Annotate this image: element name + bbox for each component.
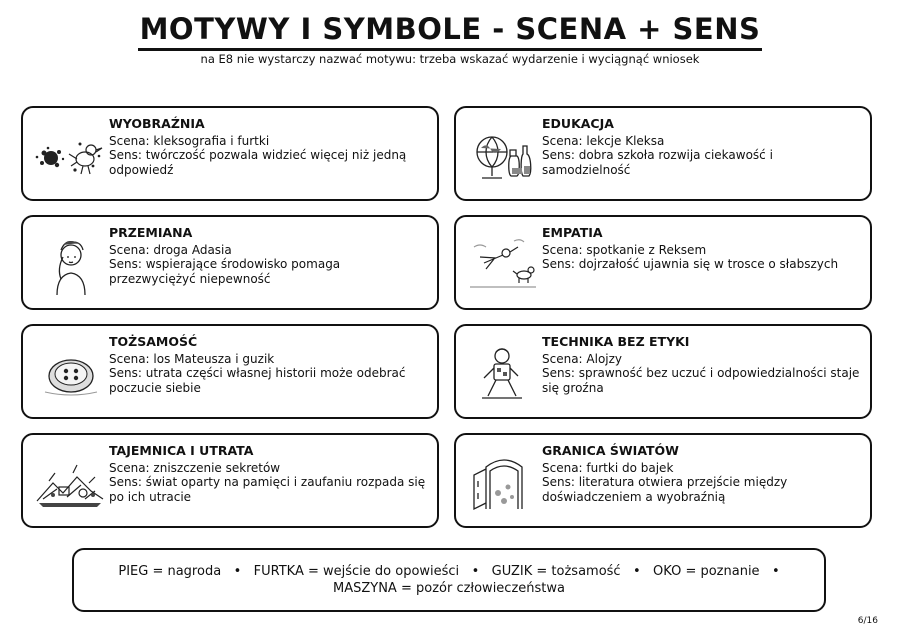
- card-sense: Sens: literatura otwiera przejście między doświadczeniem a wyobraźnią: [542, 475, 788, 504]
- page-title: MOTYWY I SYMBOLE - SCENA + SENS: [0, 12, 900, 51]
- card-scene: Scena: spotkanie z Reksem: [542, 242, 707, 257]
- card-sense: Sens: dojrzałość ujawnia się w trosce o słabszych: [542, 257, 839, 271]
- symbol-legend-text: PIEG = nagroda • FURTKA = wejście do opowieści • GUZIK = tożsamość • OKO = poznanie • MASZYNA = pozór człowieczeństwa: [118, 564, 793, 596]
- motif-card-empatia: [454, 215, 872, 310]
- card-sense: Sens: wspierające środowisko pomaga przezwyciężyć niepewność: [109, 257, 341, 286]
- card-sense: Sens: sprawność bez uczuć i odpowiedzialności staje się groźna: [542, 366, 860, 395]
- open-gate-icon: [466, 453, 540, 513]
- card-heading: PRZEMIANA: [109, 225, 193, 240]
- card-sense: Sens: dobra szkoła rozwija ciekawość i samodzielność: [542, 148, 773, 177]
- page-number: 6/16: [857, 616, 878, 626]
- card-scene: Scena: lekcje Kleksa: [542, 133, 665, 148]
- flying-boy-dog-icon: [466, 235, 540, 295]
- motif-card-tozsamosc: [21, 324, 439, 419]
- motif-card-tajemnica-i-utrata: [21, 433, 439, 528]
- card-heading: TECHNIKA BEZ ETYKI: [542, 334, 690, 349]
- motif-card-granica-swiatow: [454, 433, 872, 528]
- card-sense: Sens: twórczość pozwala widzieć więcej niż jedną odpowiedź: [109, 148, 407, 177]
- card-scene: Scena: kleksografia i furtki: [109, 133, 270, 148]
- debris-pile-icon: [33, 453, 107, 513]
- card-sense: Sens: świat oparty na pamięci i zaufaniu rozpada się po ich utracie: [109, 475, 426, 504]
- card-scene: Scena: Alojzy: [542, 351, 623, 366]
- globe-bottles-icon: [466, 126, 540, 186]
- card-heading: WYOBRAŹNIA: [109, 116, 205, 131]
- ink-blot-bird-icon: [33, 126, 107, 186]
- card-scene: Scena: furtki do bajek: [542, 460, 674, 475]
- card-scene: Scena: zniszczenie sekretów: [109, 460, 281, 475]
- card-heading: EDUKACJA: [542, 116, 614, 131]
- symbol-legend: [72, 548, 826, 612]
- robot-boy-icon: [466, 344, 540, 404]
- card-heading: TOŻSAMOŚĆ: [109, 334, 198, 349]
- page-subtitle: na E8 nie wystarczy nazwać motywu: trzeba wskazać wydarzenie i wyciągnąć wniosek: [200, 52, 700, 66]
- card-scene: Scena: los Mateusza i guzik: [109, 351, 275, 366]
- motif-card-przemiana: [21, 215, 439, 310]
- motif-card-technika-bez-etyki: [454, 324, 872, 419]
- motif-card-edukacja: [454, 106, 872, 201]
- card-scene: Scena: droga Adasia: [109, 242, 232, 257]
- thinking-boy-icon: [33, 235, 107, 295]
- card-sense: Sens: utrata części własnej historii może odebrać poczucie siebie: [109, 366, 406, 395]
- button-icon: [33, 344, 107, 404]
- card-heading: GRANICA ŚWIATÓW: [542, 443, 679, 458]
- card-heading: TAJEMNICA I UTRATA: [109, 443, 254, 458]
- motif-card-wyobraznia: [21, 106, 439, 201]
- card-heading: EMPATIA: [542, 225, 603, 240]
